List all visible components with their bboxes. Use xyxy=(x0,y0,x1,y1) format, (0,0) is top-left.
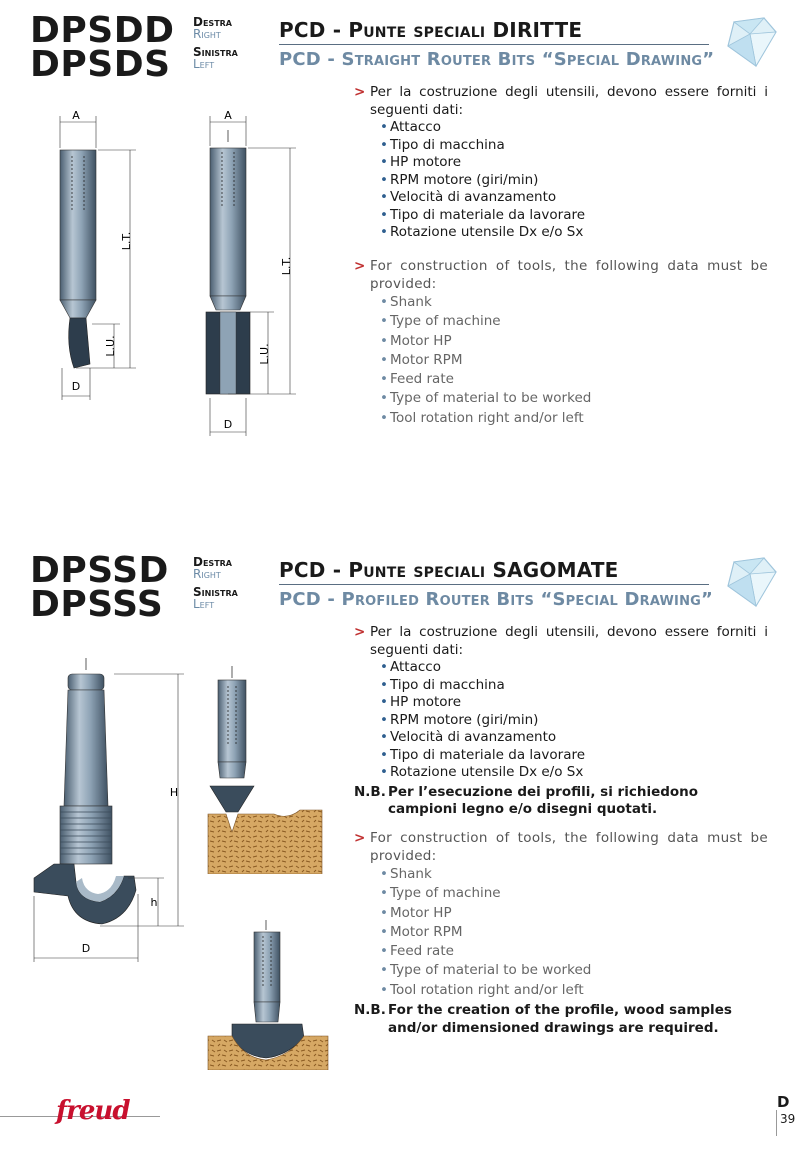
list-item: • HP motore xyxy=(380,694,768,712)
list-item: • Motor RPM xyxy=(380,351,768,370)
product-code-left: DPSSS xyxy=(30,584,164,625)
diamond-icon xyxy=(720,556,778,610)
requirements-italian: > Per la costruzione degli utensili, devono essere forniti i seguenti dati: • Attacco • Tipo di macchina • HP motore • RPM motore (giri/min) • Velocità di avanzamento • Tipo di materiale da lavorare • Rotazione utensile Dx e/o Sx xyxy=(354,84,768,242)
straight-bit-drawing-2 xyxy=(200,106,310,438)
lead-text-it: Per la costruzione degli utensili, devono essere forniti i seguenti dati: xyxy=(370,84,768,118)
requirements-english: > For construction of tools, the following data must be provided: • Shank • Type of machine • Motor HP • Motor RPM • Feed rate • Type of material to be worked • Tool rotation right and/or left xyxy=(354,258,768,428)
list-item: • Feed rate xyxy=(380,942,768,961)
lead-text-en: For construction of tools, the following data must be provided: xyxy=(370,258,768,292)
section-straight-bits xyxy=(0,0,808,540)
orientation-en: Right xyxy=(193,567,221,581)
dim-a-label: A xyxy=(224,109,232,122)
dim-lt-label: L.T. xyxy=(120,231,133,251)
section-letter: D xyxy=(777,1093,790,1111)
note-label: N.B. xyxy=(354,1002,386,1019)
dim-h-small-label: h xyxy=(150,896,158,909)
lead-text-en: For construction of tools, the following data must be provided: xyxy=(370,830,768,864)
list-item: • Type of material to be worked xyxy=(380,389,768,408)
page-number: 39 xyxy=(780,1112,796,1126)
product-codes xyxy=(30,10,175,85)
product-codes xyxy=(30,550,169,625)
list-item: • Tipo di macchina xyxy=(380,137,768,155)
list-item: • Velocità di avanzamento xyxy=(380,189,768,207)
dim-h-label: H xyxy=(169,786,179,799)
note-italian xyxy=(354,784,768,819)
list-item: • Type of material to be worked xyxy=(380,961,768,980)
list-item: • Rotazione utensile Dx e/o Sx xyxy=(380,224,768,242)
list-item: • Motor HP xyxy=(380,332,768,351)
product-code-right: DPSDD xyxy=(30,10,175,51)
list-item: • Tool rotation right and/or left xyxy=(380,981,768,1000)
list-item: • RPM motore (giri/min) xyxy=(380,712,768,730)
note-english xyxy=(354,1002,768,1037)
dim-lu-label: L.U. xyxy=(258,343,271,365)
profiled-bit-drawing xyxy=(28,656,194,966)
footer-divider xyxy=(776,1110,777,1136)
dim-d-label: D xyxy=(81,942,91,955)
orientation-labels xyxy=(193,556,238,616)
wood-profile-drawing-1 xyxy=(204,664,328,874)
list-item: • RPM motore (giri/min) xyxy=(380,172,768,190)
note-text-en: For the creation of the profile, wood samples and/or dimensioned drawings are required. xyxy=(388,1002,732,1036)
product-code-right: DPSSD xyxy=(30,550,169,591)
list-item: • Tipo di macchina xyxy=(380,677,768,695)
orientation-en: Left xyxy=(193,57,215,71)
wood-profile-drawing-2 xyxy=(204,918,332,1070)
list-item: • Shank xyxy=(380,865,768,884)
diamond-icon xyxy=(720,16,778,70)
orientation-it: Destra xyxy=(193,555,232,569)
list-item: • Attacco xyxy=(380,119,768,137)
note-text-it: Per l’esecuzione dei profili, si richiedono campioni legno e/o disegni quotati. xyxy=(388,783,699,817)
orientation-en: Left xyxy=(193,597,215,611)
list-item: • Type of machine xyxy=(380,884,768,903)
list-item: • HP motore xyxy=(380,154,768,172)
orientation-labels xyxy=(193,16,238,76)
dim-lt-label: L.T. xyxy=(280,256,293,276)
title-divider xyxy=(279,44,709,45)
title-english: PCD - Straight Router Bits “Special Drawing” xyxy=(279,49,715,70)
section-title xyxy=(279,18,715,70)
orientation-en: Right xyxy=(193,27,221,41)
lead-text-it: Per la costruzione degli utensili, devono essere forniti i seguenti dati: xyxy=(370,624,768,658)
section-profiled-bits xyxy=(0,540,808,1060)
dim-a-label: A xyxy=(72,109,80,122)
orientation-it: Sinistra xyxy=(193,45,238,59)
list-item: • Tipo di materiale da lavorare xyxy=(380,747,768,765)
title-italian: PCD - Punte speciali DIRITTE xyxy=(279,18,583,42)
list-item: • Attacco xyxy=(380,659,768,677)
required-data-list-it xyxy=(354,659,768,782)
title-divider xyxy=(279,584,709,585)
requirements-english: > For construction of tools, the following data must be provided: • Shank • Type of machine • Motor HP • Motor RPM • Feed rate • Type of material to be worked • Tool rotation right and/or left N.B. For the creation of the profile, wood samples and/or dimensioned drawings are required. xyxy=(354,830,768,1037)
list-item: • Feed rate xyxy=(380,370,768,389)
note-label: N.B. xyxy=(354,783,386,800)
orientation-it: Sinistra xyxy=(193,585,238,599)
product-code-left: DPSDS xyxy=(30,44,171,85)
freud-logo: freud xyxy=(56,1096,130,1126)
dim-d-label: D xyxy=(71,380,81,393)
title-italian: PCD - Punte speciali SAGOMATE xyxy=(279,558,619,582)
list-item: • Type of machine xyxy=(380,312,768,331)
requirements-italian: > Per la costruzione degli utensili, devono essere forniti i seguenti dati: • Attacco • Tipo di macchina • HP motore • RPM motore (giri/min) • Velocità di avanzamento • Tipo di materiale da lavorare • Rotazione utensile Dx e/o Sx N.B. Per l’esecuzione dei profili, si richiedono campioni legno e/o disegni quotati. xyxy=(354,624,768,819)
list-item: • Motor HP xyxy=(380,904,768,923)
orientation-it: Destra xyxy=(193,15,232,29)
list-item: • Shank xyxy=(380,293,768,312)
list-item: • Tipo di materiale da lavorare xyxy=(380,207,768,225)
list-item: • Motor RPM xyxy=(380,923,768,942)
list-item: • Tool rotation right and/or left xyxy=(380,409,768,428)
list-item: • Rotazione utensile Dx e/o Sx xyxy=(380,764,768,782)
title-english: PCD - Profiled Router Bits “Special Drawing” xyxy=(279,589,714,610)
required-data-list-en xyxy=(354,865,768,1000)
required-data-list-en xyxy=(354,293,768,428)
straight-bit-drawing-1 xyxy=(46,106,156,406)
section-title xyxy=(279,558,714,610)
dim-d-label: D xyxy=(223,418,233,431)
required-data-list-it xyxy=(354,119,768,242)
dim-lu-label: L.U. xyxy=(104,335,117,357)
list-item: • Velocità di avanzamento xyxy=(380,729,768,747)
